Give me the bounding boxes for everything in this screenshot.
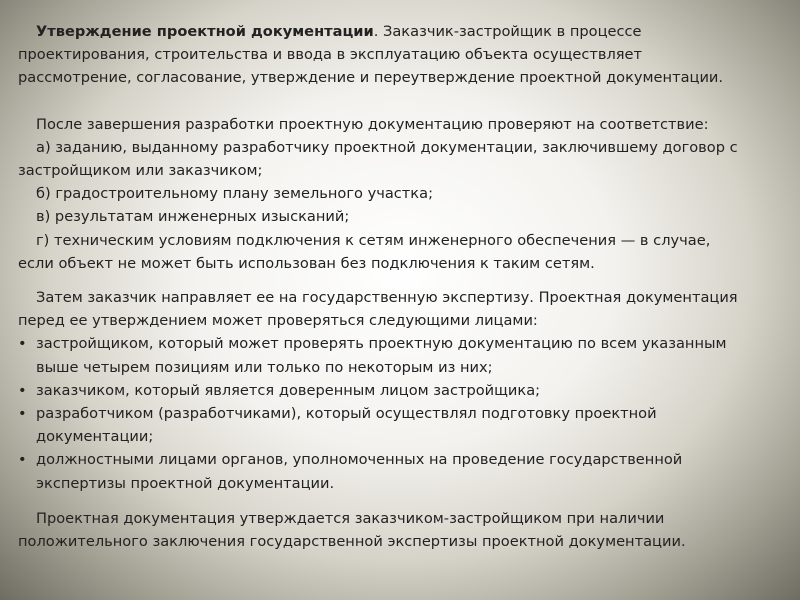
bullet-item — [18, 379, 790, 402]
list-item-a: а) заданию, выданному разработчику проектной документации, заключившему договор с — [36, 138, 738, 156]
bullet-icon: • — [18, 335, 27, 353]
bullet-text: заказчиком, который является доверенным лицом застройщика; — [36, 381, 541, 399]
paragraph-line: положительного заключения государственной экспертизы проектной документации. — [18, 533, 686, 551]
paragraph-expertise — [18, 286, 790, 495]
bullet-continuation: документации; — [36, 428, 154, 446]
bullet-item — [18, 448, 790, 471]
paragraph-conclusion — [18, 507, 790, 553]
list-item-b: б) градостроительному плану земельного участка; — [36, 185, 433, 203]
paragraph-line: После завершения разработки проектную документацию проверяют на соответствие: — [36, 115, 709, 133]
bullet-icon: • — [18, 381, 27, 399]
bullet-item — [18, 402, 790, 425]
paragraph-text: . Заказчик-застройщик в процессе — [373, 23, 642, 40]
bullet-text: застройщиком, который может проверять проектную документацию по всем указанным — [36, 335, 727, 353]
bullet-continuation: выше четырем позициям или только по некоторым из них; — [36, 358, 493, 376]
paragraph-compliance — [18, 113, 790, 275]
paragraph-line: перед ее утверждением может проверяться следующими лицами: — [18, 312, 538, 330]
paragraph-line: рассмотрение, согласование, утверждение и переутверждение проектной документации. — [18, 69, 724, 87]
bullet-text: должностными лицами органов, уполномоченных на проведение государственной — [36, 451, 683, 469]
list-item-g: г) техническим условиям подключения к сетям инженерного обеспечения — в случае, — [36, 231, 711, 249]
list-item-v: в) результатам инженерных изысканий; — [36, 208, 350, 226]
paragraph-line: Затем заказчик направляет ее на государственную экспертизу. Проектная документация — [36, 289, 738, 307]
paragraph-line: проектирования, строительства и ввода в эксплуатацию объекта осуществляет — [18, 46, 643, 64]
bullet-item — [18, 332, 790, 355]
paragraph-approval — [18, 20, 790, 90]
paragraph-line — [18, 20, 790, 43]
paragraph-line: Проектная документация утверждается заказчиком-застройщиком при наличии — [36, 509, 665, 527]
bullet-icon: • — [18, 405, 27, 423]
paragraph-line: застройщиком или заказчиком; — [18, 162, 263, 180]
bullet-icon: • — [18, 451, 27, 469]
slide-text-body — [18, 20, 790, 553]
bullet-continuation: экспертизы проектной документации. — [36, 474, 335, 492]
paragraph-line: если объект не может быть использован без подключения к таким сетям. — [18, 254, 595, 272]
bullet-text: разработчиком (разработчиками), который осуществлял подготовку проектной — [36, 405, 657, 423]
paragraph-title: Утверждение проектной документации — [36, 23, 374, 40]
